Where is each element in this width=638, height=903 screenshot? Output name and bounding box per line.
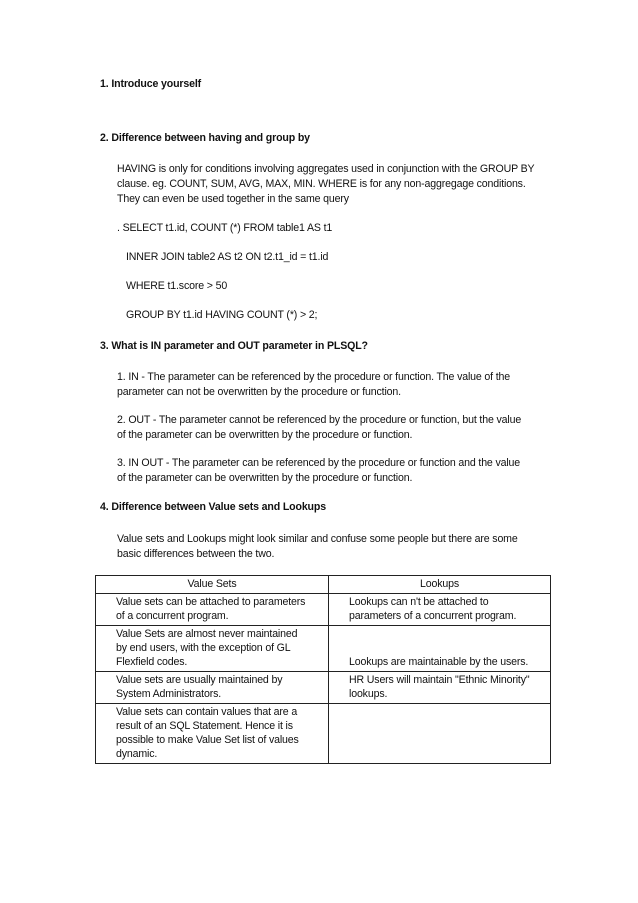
table-row bbox=[96, 626, 551, 672]
cell-line: Value sets can be attached to parameters bbox=[116, 596, 306, 608]
q2-para-line: clause. eg. COUNT, SUM, AVG, MAX, MIN. WHERE is for any non-aggregage conditions. bbox=[117, 178, 526, 190]
table-cell bbox=[329, 626, 551, 672]
cell-line: Value sets are usually maintained by bbox=[116, 674, 283, 686]
cell-line: Lookups can n't be attached to bbox=[349, 596, 489, 608]
cell-line: by end users, with the exception of GL bbox=[116, 642, 291, 654]
q2-para-line: HAVING is only for conditions involving aggregates used in conjunction with the GROUP BY bbox=[117, 163, 535, 175]
q3-item-line: of the parameter can be overwritten by the procedure or function. bbox=[117, 429, 413, 441]
table-cell-empty bbox=[329, 704, 551, 764]
table-row bbox=[96, 704, 551, 764]
table-row bbox=[96, 672, 551, 704]
cell-line: HR Users will maintain "Ethnic Minority" bbox=[349, 674, 530, 686]
cell-line: of a concurrent program. bbox=[116, 610, 229, 622]
q4-heading: 4. Difference between Value sets and Lookups bbox=[100, 501, 326, 513]
q3-item-line: parameter can not be overwritten by the procedure or function. bbox=[117, 386, 401, 398]
cell-line: possible to make Value Set list of values bbox=[116, 734, 299, 746]
table-header-cell: Value Sets bbox=[96, 576, 329, 594]
table-cell bbox=[96, 704, 329, 764]
cell-line: Flexfield codes. bbox=[116, 656, 188, 668]
q3-item-line: 1. IN - The parameter can be referenced by the procedure or function. The value of the bbox=[117, 371, 511, 383]
cell-line: Lookups are maintainable by the users. bbox=[349, 656, 529, 668]
cell-line: result of an SQL Statement. Hence it is bbox=[116, 720, 293, 732]
q3-item-line: of the parameter can be overwritten by the procedure or function. bbox=[117, 472, 413, 484]
q4-intro-line: Value sets and Lookups might look similar and confuse some people but there are some bbox=[117, 533, 518, 545]
sql-line: . SELECT t1.id, COUNT (*) FROM table1 AS t1 bbox=[117, 222, 333, 234]
table-header-cell: Lookups bbox=[329, 576, 551, 594]
q1-heading: 1. Introduce yourself bbox=[100, 78, 202, 90]
cell-line: dynamic. bbox=[116, 748, 158, 760]
cell-line: System Administrators. bbox=[116, 688, 222, 700]
table-cell bbox=[96, 626, 329, 672]
cell-line: lookups. bbox=[349, 688, 388, 700]
table-cell bbox=[329, 672, 551, 704]
q3-item-line: 3. IN OUT - The parameter can be referenced by the procedure or function and the value bbox=[117, 457, 521, 469]
q3-item-line: 2. OUT - The parameter cannot be referenced by the procedure or function, but the value bbox=[117, 414, 522, 426]
sql-line: WHERE t1.score > 50 bbox=[126, 280, 228, 292]
table-cell bbox=[329, 594, 551, 626]
q3-heading: 3. What is IN parameter and OUT parameter in PLSQL? bbox=[100, 340, 368, 352]
cell-line: Value sets can contain values that are a bbox=[116, 706, 298, 718]
table-header-row bbox=[96, 576, 551, 594]
q4-intro-line: basic differences between the two. bbox=[117, 548, 275, 560]
q2-heading: 2. Difference between having and group by bbox=[100, 132, 310, 144]
comparison-table bbox=[95, 575, 551, 764]
q2-para-line: They can even be used together in the same query bbox=[117, 193, 349, 205]
table-row bbox=[96, 594, 551, 626]
table-cell bbox=[96, 672, 329, 704]
cell-line: parameters of a concurrent program. bbox=[349, 610, 517, 622]
cell-line: Value Sets are almost never maintained bbox=[116, 628, 298, 640]
sql-line: INNER JOIN table2 AS t2 ON t2.t1_id = t1.id bbox=[126, 251, 329, 263]
table-cell bbox=[96, 594, 329, 626]
sql-line: GROUP BY t1.id HAVING COUNT (*) > 2; bbox=[126, 309, 318, 321]
